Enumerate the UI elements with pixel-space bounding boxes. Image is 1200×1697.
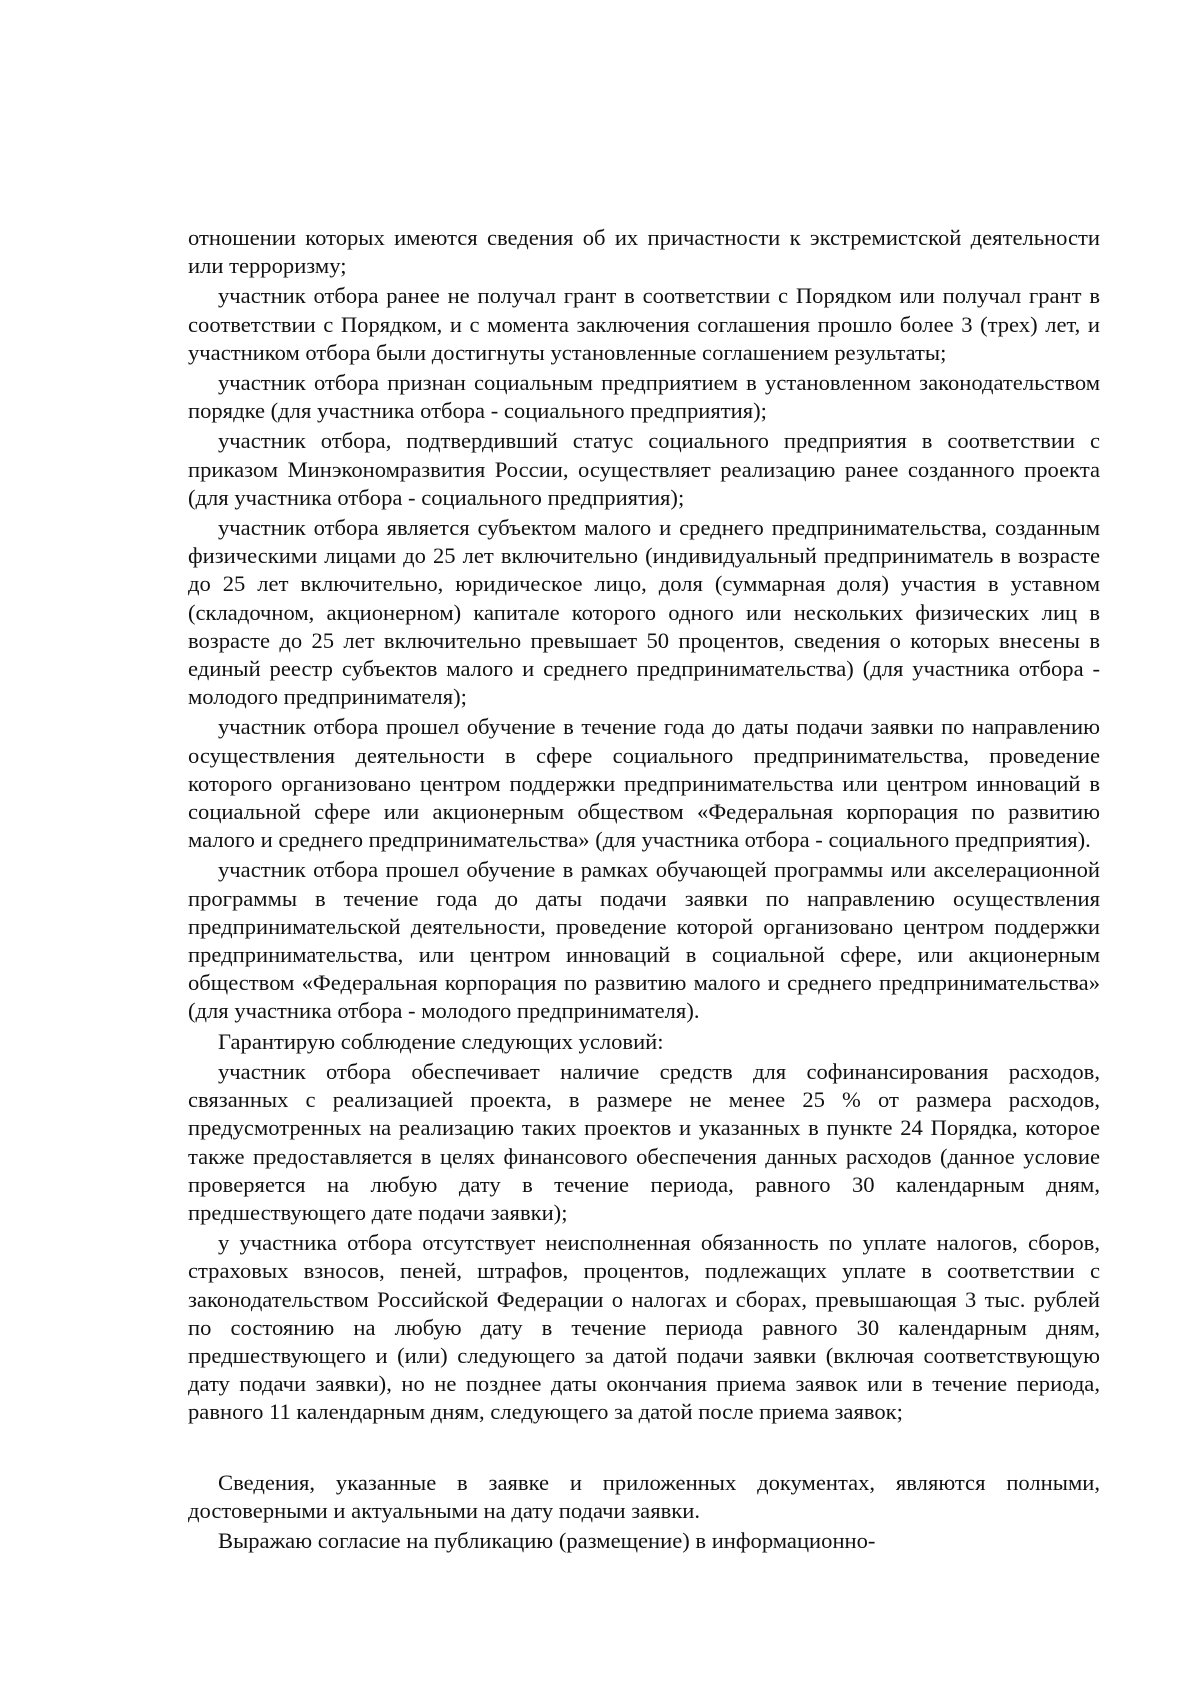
paragraph-training-young: участник отбора прошел обучение в рамках обучающей программы или акселерационной программы в течение года до даты подачи заявки по направлению осуществления предпринимательской деятельности, проведение которой организовано центром поддержки предпринимательства, или центром инноваций в социальной сфере, или акционерным обществом «Федеральная корпорация по развитию малого и среднего предпринимательства» (для участника отбора - молодого предпринимателя).	[188, 857, 1100, 1024]
paragraph-training-social: участник отбора прошел обучение в течение года до даты подачи заявки по направлению осуществления деятельности в сфере социального предпринимательства, проведение которого организовано центром поддержки предпринимательства или центром инноваций в социальной сфере или акционерным обществом «Федеральная корпорация по развитию малого и среднего предпринимательства» (для участника отбора - социального предприятия).	[188, 714, 1100, 853]
paragraph-info-accuracy: Сведения, указанные в заявке и приложенных документах, являются полными, достоверными и актуальными на дату подачи заявки.	[188, 1469, 1100, 1523]
paragraph-tax-debt: у участника отбора отсутствует неисполненная обязанность по уплате налогов, сборов, страховых взносов, пеней, штрафов, процентов, подлежащих уплате в соответствии с законодательством Российской Федерации о налогах и сборах, превышающая 3 тыс. рублей по состоянию на любую дату в течение периода равного 30 календарным дням, предшествующего и (или) следующего за датой подачи заявки (включая соответствующую дату подачи заявки), но не позднее даты окончания приема заявок или в течение периода, равного 11 календарным дням, следующего за датой после приема заявок;	[188, 1230, 1100, 1425]
paragraph-guarantee-heading: Гарантирую соблюдение следующих условий:	[218, 1028, 664, 1054]
paragraph-cofinancing: участник отбора обеспечивает наличие средств для софинансирования расходов, связанных с реализацией проекта, в размере не менее 25 % от размера расходов, предусмотренных на реализацию таких проектов и указанных в пункте 24 Порядка, которое также предоставляется в целях финансового обеспечения данных расходов (данное условие проверяется на любую дату в течение периода, равного 30 календарным дням, предшествующего дате подачи заявки);	[188, 1058, 1100, 1225]
spacer	[188, 1429, 1100, 1469]
document-body	[188, 224, 1100, 1557]
paragraph-publication-consent: Выражаю согласие на публикацию (размещение) в информационно-	[218, 1527, 876, 1553]
paragraph-extremism-clause: отношении которых имеются сведения об их причастности к экстремистской деятельности или терроризму;	[188, 225, 1100, 279]
paragraph-social-enterprise-project: участник отбора, подтвердивший статус социального предприятия в соответствии с приказом Минэкономразвития России, осуществляет реализацию ранее созданного проекта (для участника отбора - социального предприятия);	[188, 428, 1100, 510]
paragraph-young-entrepreneur: участник отбора является субъектом малого и среднего предпринимательства, созданным физическими лицами до 25 лет включительно (индивидуальный предприниматель в возрасте до 25 лет включительно, юридическое лицо, доля (суммарная доля) участия в уставном (складочном, акционерном) капитале которого одного или нескольких физических лиц в возрасте до 25 лет включительно превышает 50 процентов, сведения о которых внесены в единый реестр субъектов малого и среднего предпринимательства) (для участника отбора - молодого предпринимателя);	[188, 515, 1100, 710]
paragraph-grant-history: участник отбора ранее не получал грант в соответствии с Порядком или получал грант в соответствии с Порядком, и с момента заключения соглашения прошло более 3 (трех) лет, и участником отбора были достигнуты установленные соглашением результаты;	[188, 283, 1100, 365]
paragraph-social-enterprise-status: участник отбора признан социальным предприятием в установленном законодательством порядке (для участника отбора - социального предприятия);	[188, 370, 1100, 424]
